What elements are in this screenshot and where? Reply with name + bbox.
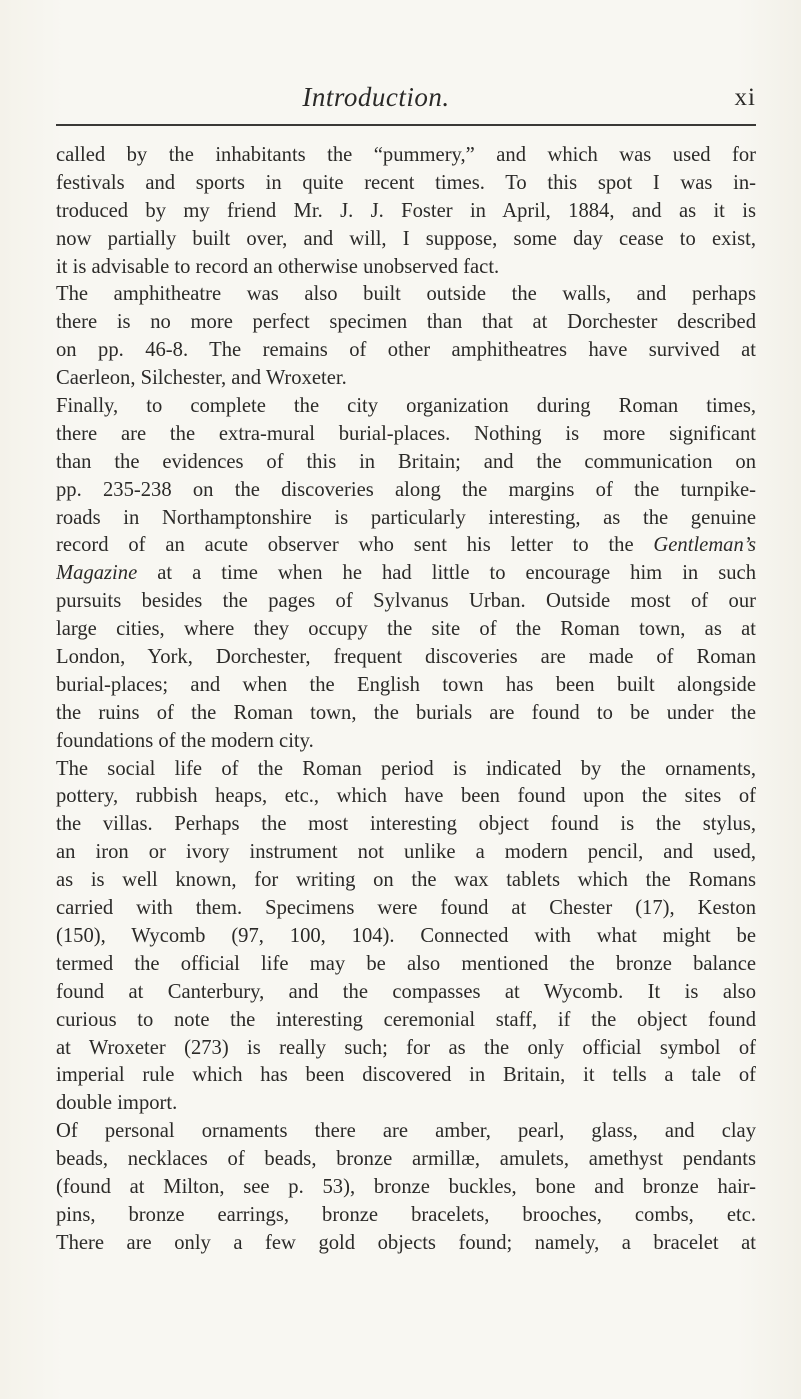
text-line: Of personal ornaments there are amber, pearl, glass, and clay [56, 1120, 756, 1143]
text-line: Caerleon, Silchester, and Wroxeter. [56, 367, 347, 390]
text-line: There are only a few gold objects found; namely, a bracelet at [56, 1231, 756, 1254]
text-line: large cities, where they occupy the site of the Roman town, as at [56, 618, 756, 641]
text-line: pins, bronze earrings, bronze bracelets, brooches, combs, etc. [56, 1203, 756, 1226]
text-line: roads in Northamptonshire is particularly interesting, as the genuine [56, 506, 756, 529]
text-line: it is advisable to record an otherwise unobserved fact. [56, 255, 500, 278]
text-line: troduced by my friend Mr. J. J. Foster in April, 1884, and as it is [56, 199, 756, 222]
text-line: the ruins of the Roman town, the burials are found to be under the [56, 701, 756, 724]
italic-title: Gentleman’s [653, 534, 756, 557]
text-line: there are the extra-mural burial-places. Nothing is more significant [56, 422, 756, 445]
text-line: Finally, to complete the city organization during Roman times, [56, 395, 756, 418]
text-line: Magazine at a time when he had little to encourage him in such [56, 562, 756, 585]
text-line: on pp. 46-8. The remains of other amphitheatres have survived at [56, 339, 756, 362]
text-line: found at Canterbury, and the compasses at Wycomb. It is also [56, 980, 756, 1003]
page-number: xi [734, 84, 756, 111]
text-line: (found at Milton, see p. 53), bronze buckles, bone and bronze hair- [56, 1175, 756, 1198]
italic-title: Magazine [56, 562, 138, 585]
text-line: festivals and sports in quite recent times. To this spot I was in- [56, 171, 756, 194]
header-rule [56, 124, 756, 126]
body-text [56, 142, 756, 1258]
text-line: as is well known, for writing on the wax tablets which the Romans [56, 869, 756, 892]
text-line: (150), Wycomb (97, 100, 104). Connected with what might be [56, 924, 756, 947]
text-line: called by the inhabitants the “pummery,” and which was used for [56, 144, 756, 166]
text-line: than the evidences of this in Britain; and the communication on [56, 450, 756, 473]
text-line: burial-places; and when the English town has been built alongside [56, 673, 756, 696]
text-line: The amphitheatre was also built outside the walls, and perhaps [56, 283, 756, 306]
text-line: pp. 235-238 on the discoveries along the margins of the turnpike- [56, 478, 756, 501]
text-line: London, York, Dorchester, frequent discoveries are made of Roman [56, 646, 756, 669]
text-line: curious to note the interesting ceremonial staff, if the object found [56, 1008, 756, 1031]
text-line: imperial rule which has been discovered in Britain, it tells a tale of [56, 1064, 756, 1087]
text-line: an iron or ivory instrument not unlike a modern pencil, and used, [56, 841, 756, 864]
text-line: The social life of the Roman period is indicated by the ornaments, [56, 757, 756, 780]
running-title: Introduction. [302, 82, 450, 112]
text-line: pottery, rubbish heaps, etc., which have been found upon the sites of [56, 785, 756, 808]
text-line: now partially built over, and will, I suppose, some day cease to exist, [56, 227, 756, 250]
text-line: at Wroxeter (273) is really such; for as the only official symbol of [56, 1036, 756, 1059]
text-line: carried with them. Specimens were found at Chester (17), Keston [56, 897, 756, 920]
text-line: there is no more perfect specimen than that at Dorchester described [56, 311, 756, 334]
text-line: the villas. Perhaps the most interesting object found is the stylus, [56, 813, 756, 836]
text-line: double import. [56, 1092, 178, 1115]
text-line: record of an acute observer who sent his letter to the Gentleman’s [56, 534, 756, 557]
text-line: beads, necklaces of beads, bronze armillæ, amulets, amethyst pendants [56, 1148, 756, 1171]
text-line: termed the official life may be also mentioned the bronze balance [56, 952, 756, 975]
text-line: pursuits besides the pages of Sylvanus Urban. Outside most of our [56, 590, 756, 613]
running-head [56, 82, 756, 122]
text-line: foundations of the modern city. [56, 729, 314, 752]
